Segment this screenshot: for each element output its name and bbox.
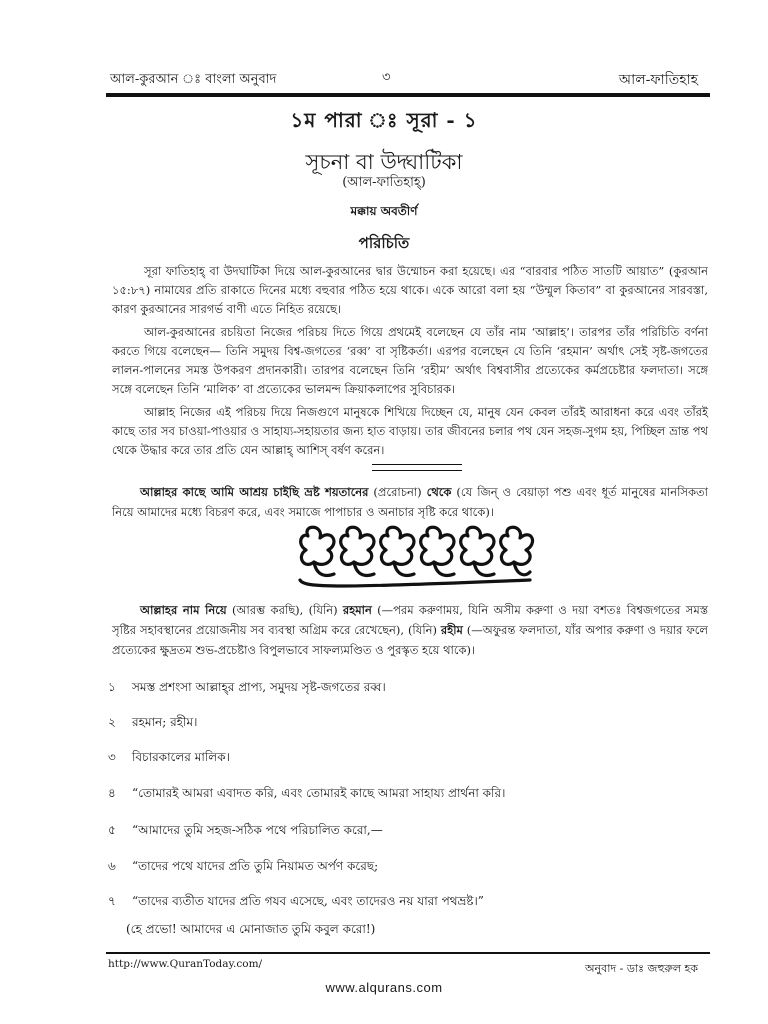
footer-url-link[interactable]: http://www.QuranToday.com/ <box>108 958 263 970</box>
revelation-place: মক্কায় অবতীর্ণ <box>350 204 418 218</box>
verse-text: “তাদের ব্যতীত যাদের প্রতি গযব এসেছে, এবং তাদেরও নয় যারা পথভ্রষ্ট।” <box>132 894 484 908</box>
basmala-paragraph <box>112 600 708 660</box>
verse-3 <box>108 749 230 769</box>
introduction-body <box>112 262 708 464</box>
verse-number: ৬ <box>108 859 116 873</box>
basmala-text-2: (আরম্ভ করছি), (যিনি) <box>226 603 343 617</box>
basmala-text-3: (—পরম করুণাময়, যিনি অসীম করুণা ও দয়া বশতঃ বিশ্বজগতের সমস্ত সৃষ্টির সহাবস্থানের প্রয়োজনীয় সব ব্যবস্থা অগ্রিম করে রেখেছেন), (যিনি) <box>112 603 708 637</box>
verse-6 <box>108 858 378 878</box>
intro-paragraph-2: আল-কুরআনের রচয়িতা নিজের পরিচয় দিতে গিয়ে প্রথমেই বলেছেন যে তাঁর নাম ‘আল্লাহ’। তারপর তাঁর পরিচিতি বর্ণনা করতে গিয়ে বলেছেন— তিনি সমুদয় বিশ্ব-জগতের ‘রব্ব’ বা সৃষ্টিকর্তা। এরপর বলেছেন যে তিনি ‘রহমান’ অর্থাৎ সেই সৃষ্ট-জগতের লালন-পালনের সমস্ত উপকরণ প্রদানকারী। তারপর বলেছেন তিনি ‘রহীম’ অর্থাৎ বিশ্ববাসীর প্রত্যেকের কর্মপ্রচেষ্টার ফলদাতা। সঙ্গে সঙ্গে বলেছেন তিনি ‘মালিক’ বা প্রত্যেকের ভালমন্দ ক্রিয়াকলাপের সুবিচারক। <box>112 325 708 396</box>
basmala-bold-2: রহমান <box>342 603 372 617</box>
translator-credit: অনুবাদ - ডাঃ জহুরুল হক <box>584 962 698 975</box>
page-number: ৩ <box>382 70 391 85</box>
taawwudh-bold-1: আল্লাহর কাছে আমি আশ্রয় চাইছি ভ্রষ্ট শয়তানের <box>140 485 369 499</box>
basmala-bold-3: রহীম <box>440 623 463 637</box>
verse-text: “তোমারই আমরা এবাদত করি, এবং তোমারই কাছে আমরা সাহায্য প্রার্থনা করি। <box>132 786 506 800</box>
basmala-text-4: (—অফুরন্ত ফলদাতা, যাঁর অপার করুণা ও দয়ার ফলে প্রত্যেকের ক্ষুদ্রতম শুভ-প্রচেষ্টাও বিপুলভাবে সাফল্যমণ্ডিত ও পুরস্কৃত হয়ে থাকে)। <box>112 623 708 657</box>
verse-text: সমস্ত প্রশংসা আল্লাহ্‌র প্রাপ্য, সমুদয় সৃষ্ট-জগতের রব্ব। <box>132 680 386 694</box>
verse-1 <box>108 679 386 699</box>
verse-number: ৭ <box>108 894 116 908</box>
verse-5 <box>108 822 383 842</box>
closing-supplication: (হে প্রভো! আমাদের এ মোনাজাত তুমি কবুল করো!) <box>126 922 376 936</box>
taawwudh-paragraph <box>112 482 708 522</box>
verse-number: ১ <box>108 680 116 694</box>
section-divider <box>372 464 462 471</box>
verse-number: ২ <box>108 715 116 729</box>
verse-text: “আমাদের তুমি সহজ-সঠিক পথে পরিচালিত করো,— <box>132 823 383 837</box>
header-rule <box>106 93 710 97</box>
verse-text: বিচারকালের মালিক। <box>132 750 230 764</box>
verse-text: “তাদের পথে যাদের প্রতি তুমি নিয়ামত অর্পণ করেছ; <box>132 859 379 873</box>
verse-4 <box>108 785 505 805</box>
taawwudh-text-3: (যে জিন্‌ ও বেয়াড়া পশু এবং ধূর্ত মানুষের মানসিকতা নিয়ে আমাদের মধ্যে বিচরণ করে, এবং সমাজে পাপাচার ও অনাচার সৃষ্টি করে থাকে)। <box>112 485 708 519</box>
verse-text: রহমান; রহীম। <box>132 715 198 729</box>
basmala-calligraphy-icon <box>294 522 538 590</box>
intro-paragraph-3: আল্লাহ নিজের এই পরিচয় দিয়ে নিজগুণে মানুষকে শিখিয়ে দিচ্ছেন যে, মানুষ যেন কেবল তাঁরই আরাধনা করে এবং তাঁরই কাছে তার সব চাওয়া-পাওয়ার ও সাহায্য-সহায়তার জন্য হাত বাড়ায়। তার জীবনের চলার পথ যেন সহজ-সুগম হয়, পিচ্ছিল ভ্রান্ত পথ থেকে উদ্ধার করে তার প্রতি যেন আল্লাহ্‌ আশিস্‌ বর্ষণ করেন। <box>112 405 708 457</box>
basmala-bold-1: আল্লাহর নাম নিয়ে <box>140 603 227 617</box>
taawwudh-bold-2: থেকে <box>426 485 452 499</box>
running-header-right: আল-ফাতিহাহ <box>618 72 698 88</box>
intro-paragraph-1: সূরা ফাতিহাহ্‌ বা উদঘাটিকা দিয়ে আল-কুরআনের দ্বার উম্মোচন করা হয়েছে। এর “বারবার পঠিত সাতটি আয়াত” (কুরআন ১৫:৮৭) নামাযের প্রতি রাকাতে দিনের মধ্যে বহুবার পঠিত হয়ে থাকে। একে আরো বলা হয় “উম্মুল কিতাব” বা কুরআনের সারবস্তা, কারণ কুরআনের সারগর্ভ বাণী এতে নিহিত রয়েছে। <box>112 264 708 316</box>
site-watermark-link[interactable]: www.alqurans.com <box>325 980 443 995</box>
footer-rule <box>106 952 710 954</box>
sura-subtitle: (আল-ফাতিহাহ্‌) <box>342 175 426 190</box>
verse-number: ৫ <box>108 823 116 837</box>
para-sura-heading: ১ম পারা ঃ সূরা - ১ <box>290 108 478 132</box>
verse-number: ৩ <box>108 750 116 764</box>
sura-name: সূচনা বা উদ্ঘাটিকা <box>305 150 463 174</box>
taawwudh-text-2: (প্ররোচনা) <box>368 485 427 499</box>
verse-7 <box>108 893 484 913</box>
introduction-heading: পরিচিতি <box>358 234 410 252</box>
verse-2 <box>108 714 197 734</box>
verse-number: ৪ <box>108 786 116 800</box>
running-header-left: আল-কুরআন ঃ বাংলা অনুবাদ <box>110 72 277 87</box>
